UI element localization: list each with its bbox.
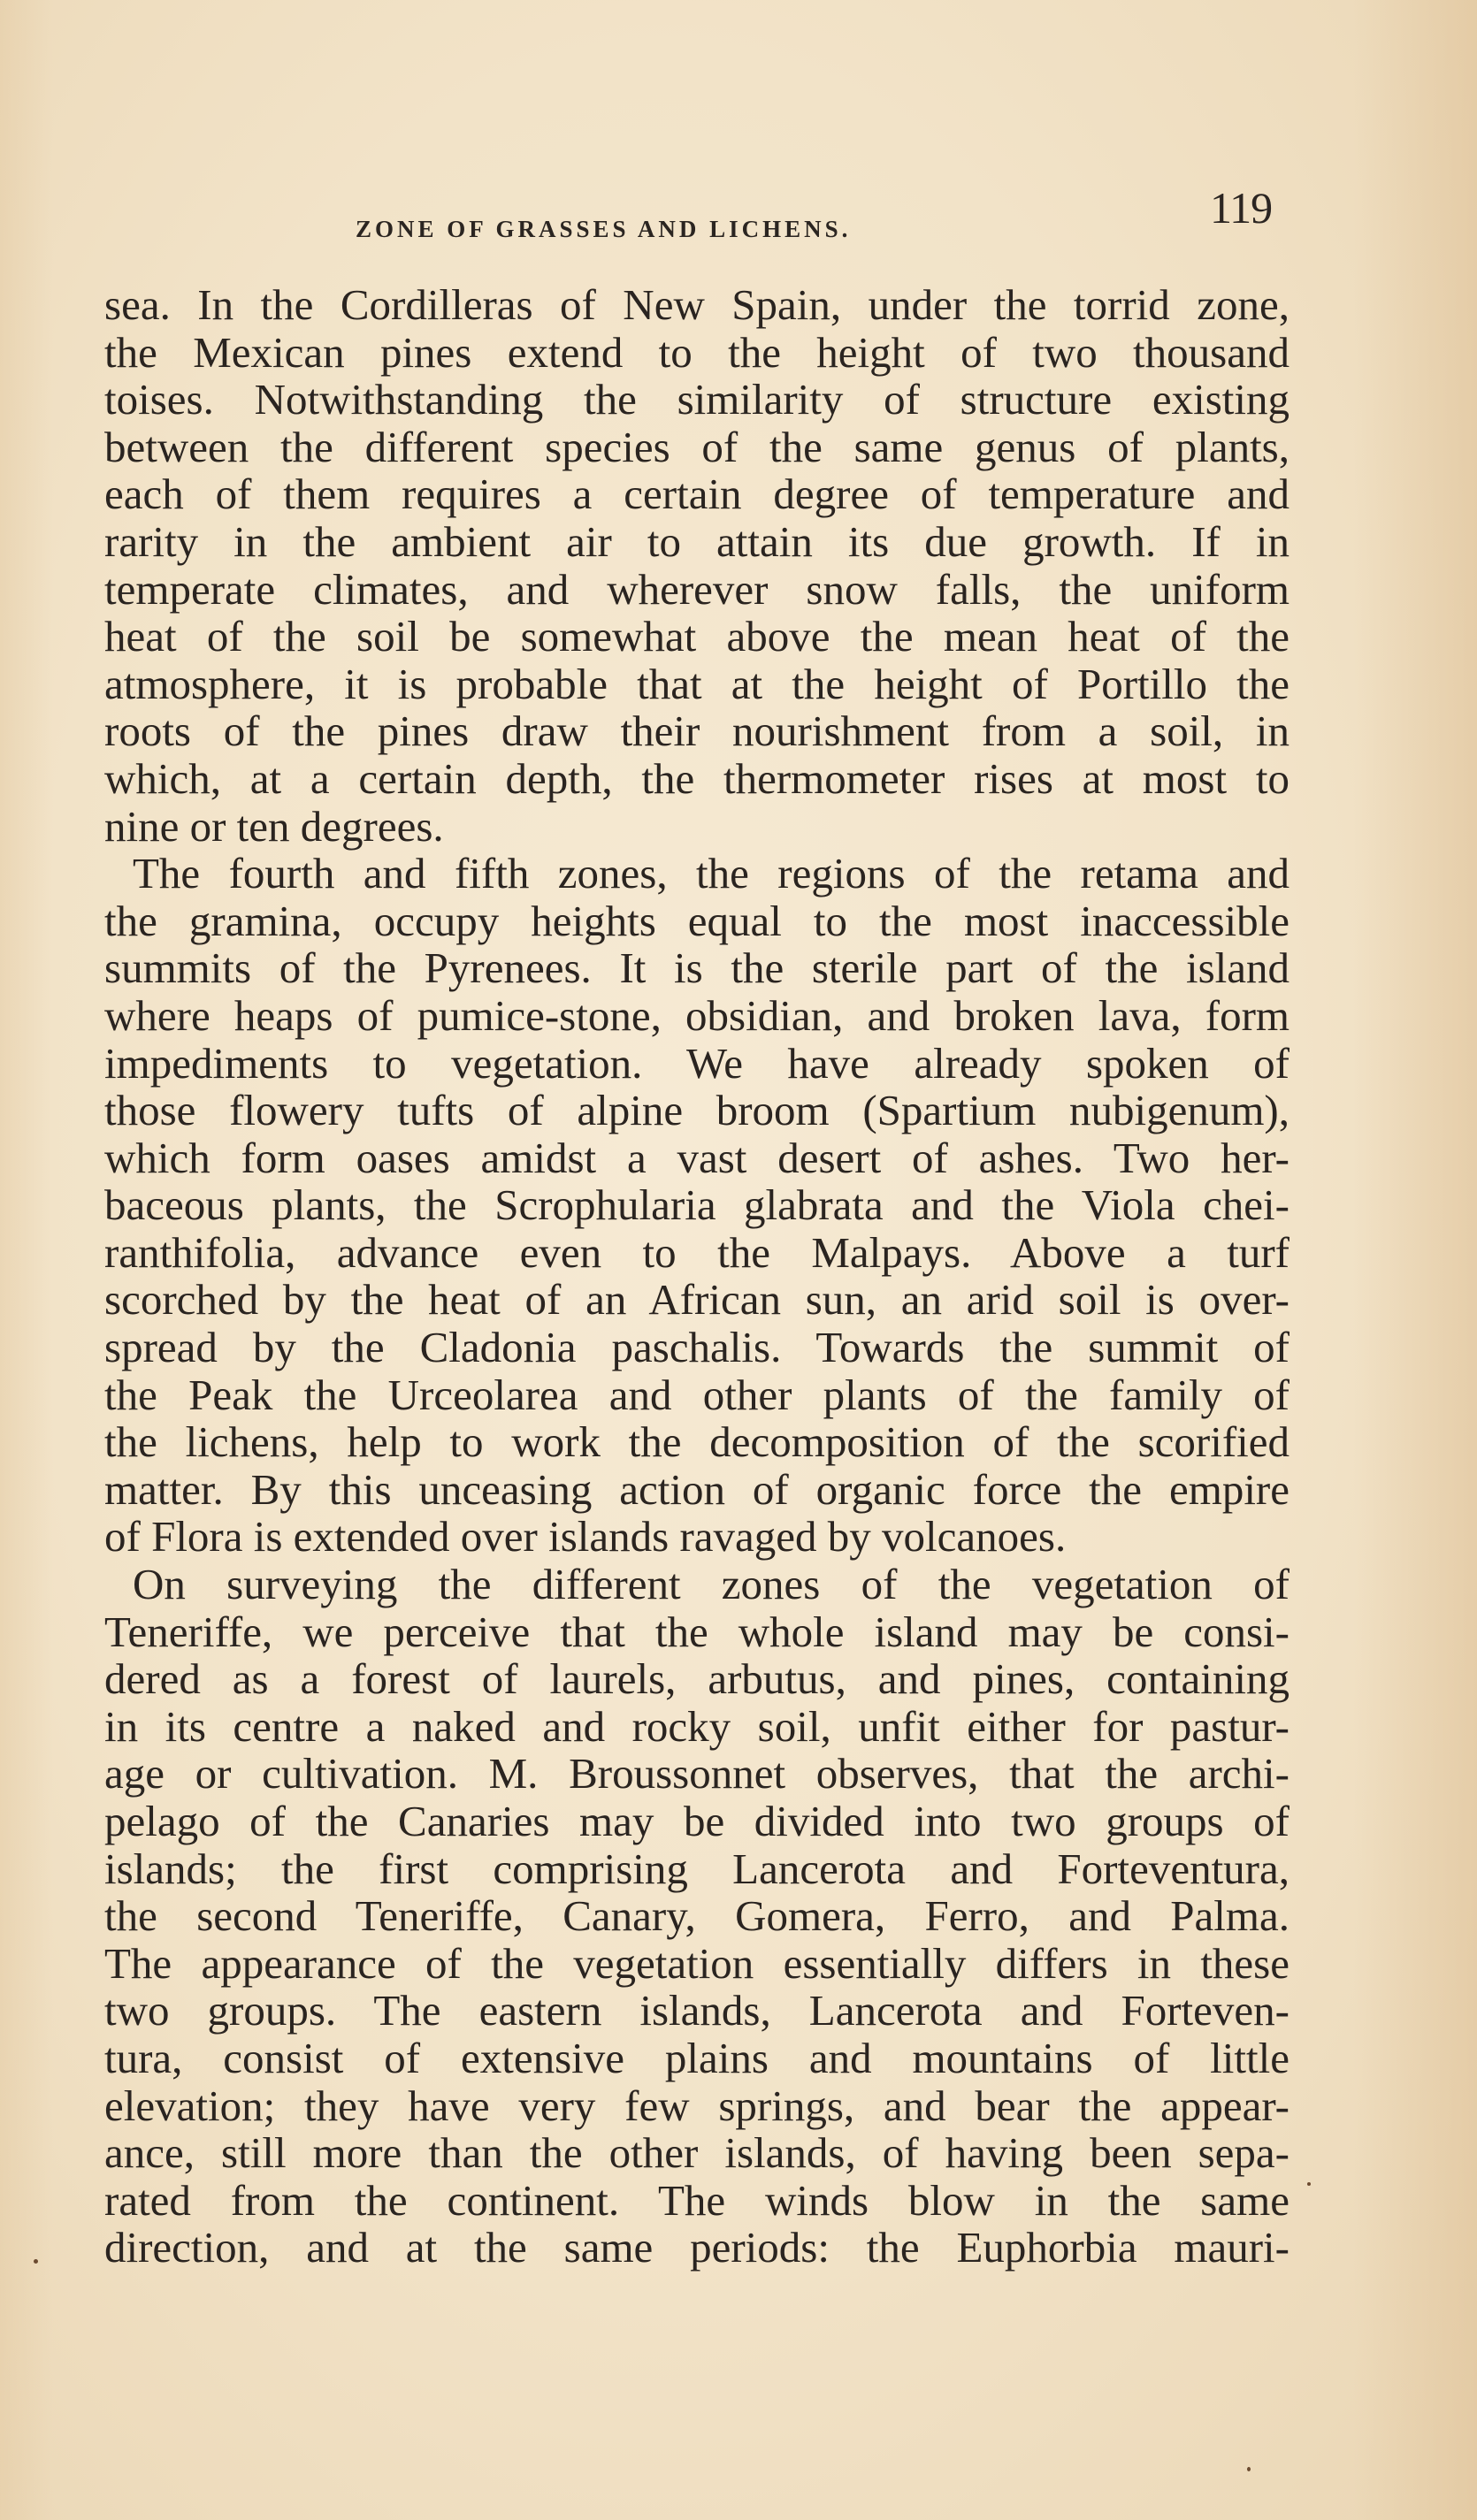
text-line: rated from the continent. The winds blow in the same <box>104 2175 1290 2225</box>
text-line: the Mexican pines extend to the height of two thousand <box>104 327 1290 377</box>
text-line: each of them requires a certain degree of temperature and <box>104 470 1290 519</box>
text-line: elevation; they have very few springs, and bear the appear- <box>104 2081 1290 2130</box>
body-text <box>104 281 1290 2272</box>
text-line: islands; the first comprising Lancerota and Forteventura, <box>104 1844 1290 1893</box>
paper-speck <box>34 2259 38 2264</box>
text-line: the gramina, occupy heights equal to the most inaccessible <box>104 896 1290 945</box>
text-line: scorched by the heat of an African sun, an arid soil is over- <box>104 1275 1290 1325</box>
text-line: which form oases amidst a vast desert of ashes. Two her- <box>104 1133 1290 1182</box>
text-line: two groups. The eastern islands, Lancerota and Forteven- <box>104 1986 1290 2035</box>
paragraph <box>104 1561 1290 2272</box>
paper-speck <box>1307 2182 1311 2186</box>
running-head-title: ZONE OF GRASSES AND LICHENS. <box>356 216 852 242</box>
paragraph <box>104 281 1290 850</box>
text-line: tura, consist of extensive plains and mountains of little <box>104 2033 1290 2082</box>
text-line: atmosphere, it is probable that at the height of Portillo the <box>104 659 1290 708</box>
text-line: rarity in the ambient air to attain its due growth. If in <box>104 516 1290 566</box>
page-edge-shadow-left <box>0 0 53 2520</box>
text-line: summits of the Pyrenees. It is the sterile part of the island <box>104 943 1290 993</box>
text-line: the lichens, help to work the decomposition of the scorified <box>104 1417 1290 1467</box>
text-line: dered as a forest of laurels, arbutus, and pines, containing <box>104 1654 1290 1704</box>
text-line: spread by the Cladonia paschalis. Towards the summit of <box>104 1323 1290 1372</box>
text-line: roots of the pines draw their nourishment from a soil, in <box>104 706 1290 756</box>
text-line: matter. By this unceasing action of organic force the empire <box>104 1464 1290 1514</box>
text-line: direction, and at the same periods: the Euphorbia mauri- <box>104 2223 1290 2272</box>
text-line: between the different species of the same genus of plants, <box>104 422 1290 471</box>
page-edge-shadow-right <box>1353 0 1477 2520</box>
paper-speck <box>1247 2467 1251 2471</box>
text-line: age or cultivation. M. Broussonnet observes, that the archi- <box>104 1749 1290 1798</box>
text-line: The fourth and fifth zones, the regions of the retama and <box>133 849 1290 898</box>
text-line: in its centre a naked and rocky soil, unfit either for pastur- <box>104 1701 1290 1751</box>
text-line: baceous plants, the Scrophularia glabrata and the Viola chei- <box>104 1180 1290 1230</box>
text-line: the second Teneriffe, Canary, Gomera, Ferro, and Palma. <box>104 1891 1290 1941</box>
text-line: temperate climates, and wherever snow falls, the uniform <box>104 564 1290 614</box>
text-line: where heaps of pumice-stone, obsidian, and broken lava, form <box>104 990 1290 1040</box>
text-line: pelago of the Canaries may be divided into two groups of <box>104 1797 1290 1845</box>
text-line: sea. In the Cordilleras of New Spain, under the torrid zone, <box>104 280 1290 329</box>
text-line: those flowery tufts of alpine broom (Spartium nubigenum), <box>104 1086 1290 1135</box>
text-line: ance, still more than the other islands, of having been sepa- <box>104 2128 1290 2178</box>
text-line: nine or ten degrees. <box>104 801 444 851</box>
text-line: On surveying the different zones of the vegetation of <box>133 1560 1290 1609</box>
text-line: Teneriffe, we perceive that the whole island may be consi- <box>104 1607 1290 1656</box>
text-line: heat of the soil be somewhat above the mean heat of the <box>104 612 1290 661</box>
text-line: toises. Notwithstanding the similarity of structure existing <box>104 375 1290 424</box>
text-line: the Peak the Urceolarea and other plants of the family of <box>104 1370 1290 1419</box>
text-line: ranthifolia, advance even to the Malpays. Above a turf <box>104 1227 1290 1277</box>
text-line: impediments to vegetation. We have already spoken of <box>104 1038 1290 1088</box>
paragraph <box>104 850 1290 1561</box>
text-line: of Flora is extended over islands ravaged by volcanoes. <box>104 1512 1067 1562</box>
page-number: 119 <box>1210 183 1273 233</box>
text-line: which, at a certain depth, the thermometer rises at most to <box>104 753 1290 803</box>
text-line: The appearance of the vegetation essentially differs in these <box>104 1938 1290 1988</box>
